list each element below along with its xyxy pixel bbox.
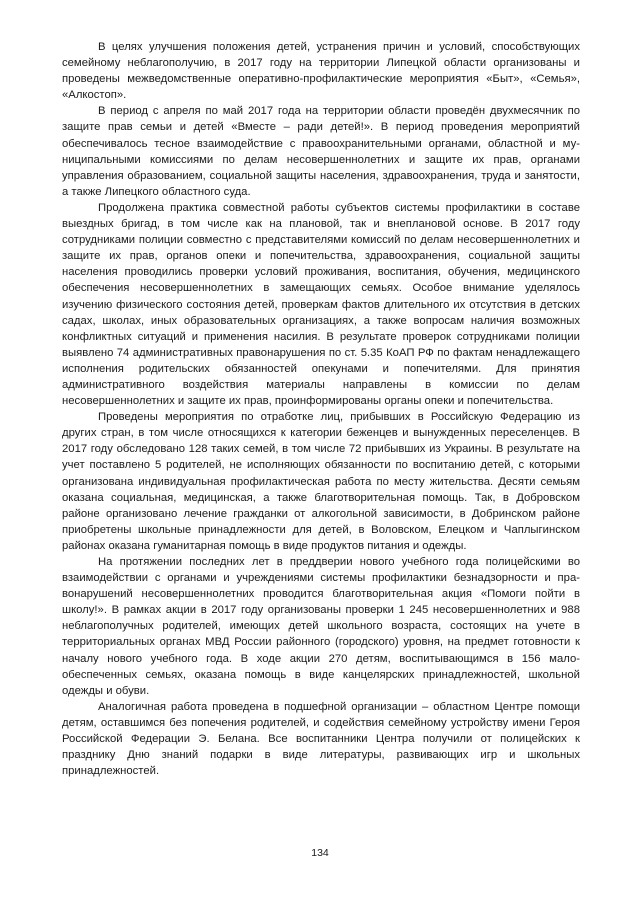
paragraph-4: Проведены мероприятия по отработке лиц, прибывших в Российскую Федерацию из других стран, в том числе относящихся к категории беженцев и вынужденных переселенцев. В 2017 году обследовано 128 таких семей, в том числе 72 прибывших из Украины. В результате на учет поставлено 5 родителей, не исполняющих обязанности по воспитанию детей, с которыми организована индивидуальная профилактическая работа по месту жительства. Десяти семьям оказана социальная, медицинская, а также благотворительная помощь. Так, в Добровском районе организовано лечение гражданки от алкогольной зависимости, в Добринском районе приобретены школьные принадлежности для детей, в Воловском, Елецком и Чаплыгинском районах оказана гуманитарная помощь в виде продуктов питания и одежды. (62, 411, 580, 552)
paragraph-1: В целях улучшения положения детей, устранения причин и условий, способствующих семейному неблагополучию, в 2017 году на территории Липецкой области организованы и проведены межведомственные оперативно-профилактические мероприятия «Быт», «Семья», «Алкостоп». (62, 41, 580, 102)
body-text (62, 39, 580, 779)
page-number: 134 (311, 847, 329, 859)
paragraph-6: Аналогичная работа проведена в подшефной организации – областном Центре помощи детям, оставшимся без попечения родителей, и содействия семейному устройству имени Героя Российской Федерации Э. Белана. Все воспитанники Центра получили от полицейских к празднику Дню знаний подарки в виде литературы, развивающих игр и школьных принадлежностей. (62, 700, 580, 778)
paragraph-5: На протяжении последних лет в преддверии нового учебного года полицейскими во взаимодействии с органами и учреждениями системы профилактики безнадзорности и правонарушений несовершеннолетних проводится благотворительная акция «Помоги пойти в школу!». В рамках акции в 2017 году организованы проверки 1 245 несовершеннолетних и 988 неблагополучных родителей, имеющих детей школьного возраста, состоящих на учете в территориальных органах МВД России районного (городского) уровня, на предмет готовности к началу нового учебного года. В ходе акции 270 детям, воспитывающимся в 156 малообеспеченных семьях, оказана помощь в виде канцелярских принадлежностей, школьной одежды и обуви. (62, 556, 580, 697)
paragraph-3: Продолжена практика совместной работы субъектов системы профилактики в составе выездных бригад, в том числе как на плановой, так и внеплановой основе. В 2017 году сотрудниками полиции совместно с представителями комиссий по делам несовершеннолетних и защите их прав, органов опеки и попечительства, здравоохранения, социальной защиты населения проводились проверки условий проживания, воспитания, обучения, медицинского обеспечения несовершеннолетних в замещающих семьях. Особое внимание уделялось изучению физического состояния детей, проверкам фактов длительного их отсутствия в детских садах, школах, иных образовательных организациях, а также вопросам наличия возможных конфликтных ситуаций и применения насилия. В результате проверок сотрудниками полиции выявлено 74 административных правонарушения по ст. 5.35 КоАП РФ по фактам ненадлежащего исполнения родительских обязанностей опекунами и попечителями. Для принятия административного воздействия материалы направлены в комиссии по делам несовершеннолетних и защите их прав, проинформированы органы опеки и попечительства. (62, 201, 580, 408)
paragraph-2: В период с апреля по май 2017 года на территории области проведён двухмесячник по защите прав семьи и детей «Вместе – ради детей!». В период проведения мероприятий обеспечивалось тесное взаимодействие с правоохранительными органами, областной и муниципальными комиссиями по делам несовершеннолетних и защите их прав, органами управления образованием, социальной защиты населения, здравоохранения, труда и занятости, а также Липецкого областного суда. (62, 105, 580, 198)
